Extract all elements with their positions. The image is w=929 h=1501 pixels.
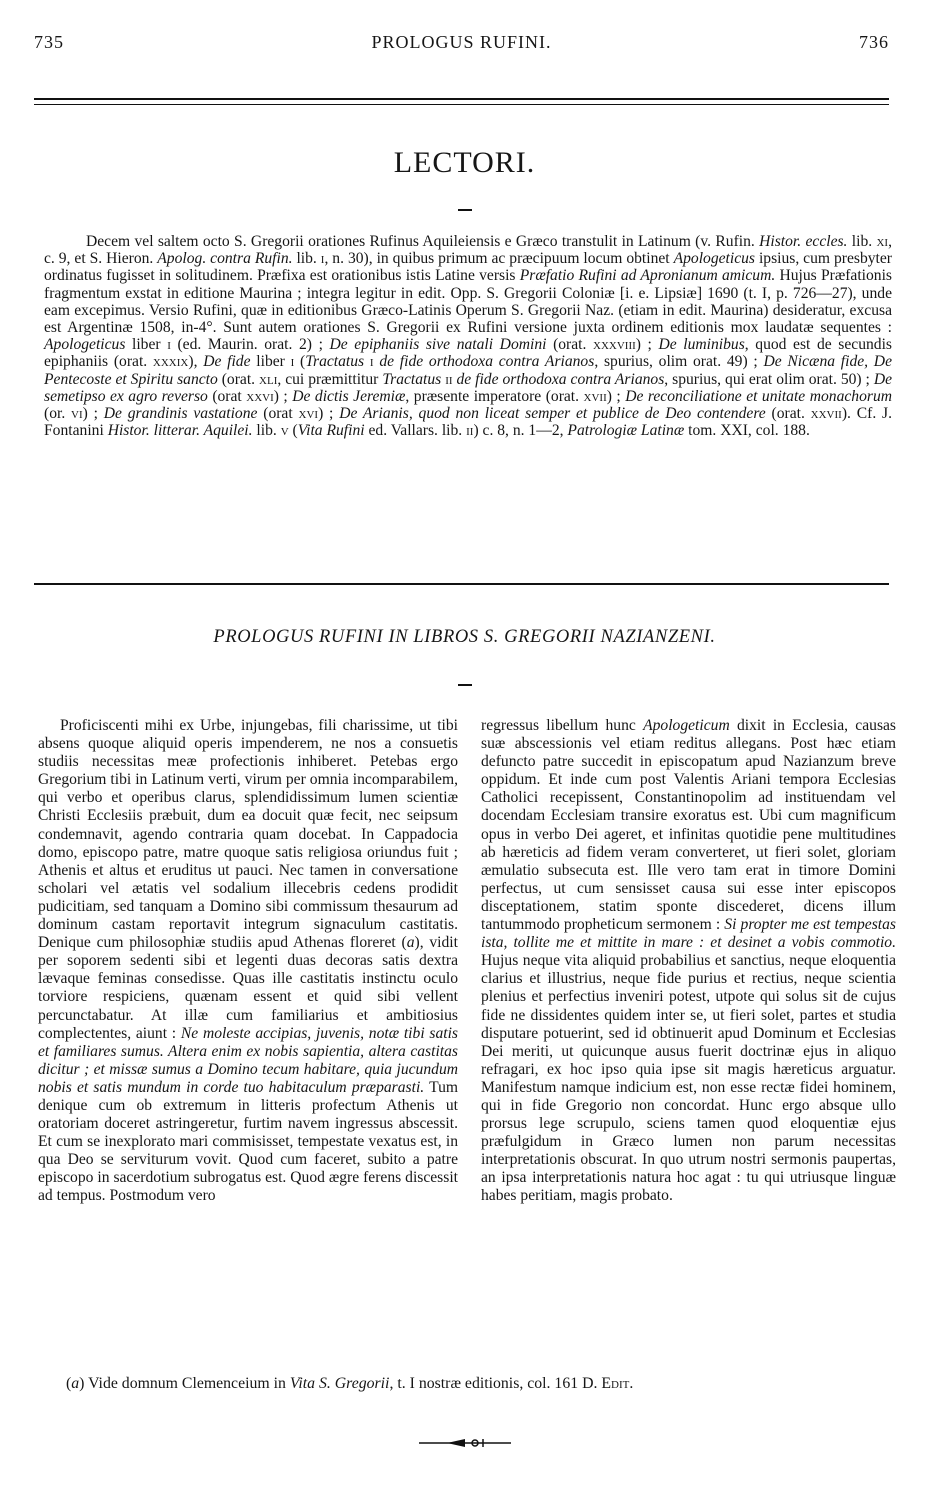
footnote: (a) Vide domnum Clemenceium in Vita S. Gregorii, t. I nostræ editionis, col. 161 D. Edit.: [66, 1375, 634, 1392]
subtitle-dash: [458, 684, 472, 686]
right-page-number: 736: [859, 32, 889, 52]
text-column-right: regressus libellum hunc Apologeticum dixit in Ecclesia, causas suæ abscessionis vel etiam reditus allegans. Post hæc etiam defuncto patre succedit in episcopatum apud Nazianzum breve oppidum. Et inde cum post Valentis Ariani tempora Ecclesias Catholici recepissent, Constantinopolim ad instituendam vel docendam Ecclesiam transire exoratus est. Ubi cum magnificum opus in verbo Dei ageret, et infinitas quotidie pene multitudines ab hæreticis ad fidem veram converteret, ut fieri solet, gloriam æmulatio subsecuta est. Ille vero tam erat in timore Domini perfectus, ut cum sensisset causa sui esse inter episcopos disceptationem, statim sponte discederet, dicens illum tantummodo propheticum sermonem : Si propter me est tempestas ista, tollite me et mittite in mare : et desinet a vobis commotio. Hujus neque vita aliquid probabilius et sanctius, neque eloquentia clarius et illustrius, neque fide purius et rectius, neque scientia plenius et perfectius inveniri potest, utpote qui solus sit de cujus fide ne dissidentes quidem inter se, ut fieri solet, partes et studia disputare potuerint, sed id obtinuerit apud Dominum et Ecclesias Dei meriti, ut quicunque ausus fuerit doctrinæ ejus in aliquo refragari, ex hoc ipso quia ipse sit magis hæreticus arguatur. Manifestum namque indicium est, non esse rectæ fidei hominem, qui in fide Gregorio non concordat. Hunc ergo absque ullo prorsus lege scrupulo, sciens tamen quod eloquentiæ ejus præfulgidum in Græco lumen non parum necessitas interpretationis obscurat. In quo utrum nostri sermonis paupertas, an ipsa interpretationis natura hoc agat : tu qui utriusque linguæ habes peritiam, magis probato.: [481, 717, 897, 1205]
intro-paragraph: Decem vel saltem octo S. Gregorii orationes Rufinus Aquileiensis e Græco transtulit in Latinum (v. Rufin. Histor. eccles. lib. xi, c. 9, et S. Hieron. Apolog. contra Rufin. lib. i, n. 30), in quibus primum ac præcipuum locum obtinet Apologeticus ipsius, cum presbyter ordinatus fugisset in solitudinem. Præfixa est orationibus istis Latine versis Præfatio Rufini ad Apronianum amicum. Hujus Præfationis fragmentum exstat in editione Maurina ; integra legitur in edit. Opp. S. Gregorii Coloniæ [i. e. Lipsiæ] 1690 (t. I, p. 726—27), unde eam excepimus. Versio Rufini, quæ in editionibus Græco-Latinis Operum S. Gregorii Naz. (etiam in edit. Maurina) desideratur, excusa est Argentinæ 1508, in-4°. Sunt autem orationes S. Gregorii ex Rufini versione juxta ordinem editionis mox laudatæ sequentes : Apologeticus liber i (ed. Maurin. orat. 2) ; De epiphaniis sive natali Domini (orat. xxxviii) ; De luminibus, quod est de secundis epiphaniis (orat. xxxix), De fide liber i (Tractatus i de fide orthodoxa contra Arianos, spurius, olim orat. 49) ; De Nicæna fide, De Pentecoste et Spiritu sancto (orat. xli, cui præmittitur Tractatus ii de fide orthodoxa contra Arianos, spurius, qui erat olim orat. 50) ; De semetipso ex agro reverso (orat xxvi) ; De dictis Jeremiæ, præsente imperatore (orat. xvii) ; De reconciliatione et unitate monachorum (or. vi) ; De grandinis vastatione (orat xvi) ; De Arianis, quod non liceat semper et publice de Deo contendere (orat. xxvii). Cf. J. Fontanini Histor. litterar. Aquilei. lib. v (Vita Rufini ed. Vallars. lib. ii) c. 8, n. 1—2, Patrologiæ Latinæ tom. XXI, col. 188.: [44, 233, 893, 440]
end-ornament: [417, 1436, 513, 1450]
running-header: [34, 32, 889, 56]
section-title: LECTORI.: [393, 146, 536, 179]
header-rule: [34, 98, 889, 105]
section-rule: [34, 583, 889, 588]
running-title: PROLOGUS RUFINI.: [371, 32, 552, 52]
title-dash: [458, 209, 472, 211]
text-column-left: Proficiscenti mihi ex Urbe, injungebas, fili charissime, ut tibi absens quoque aliquid operis impenderem, ne nos a consuetis studiis necessitas meæ profectionis inhiberet. Petebas ergo Gregorium tibi in Latinum verti, virum per omnia incomparabilem, qui verbo et operibus clarus, splendidissimum lumen scientiæ Christi Ecclesiis præbuit, dum ea docuit quæ fecit, nec seipsum condemnavit, agendo contraria quam docebat. In Cappadocia domo, episcopo patre, matre quoque satis religiosa oriundus fuit ; Athenis et altus et eruditus ut pauci. Nec tamen in conversatione scholari vel ætatis vel sodalium illecebris cedens prodidit pudicitiam, sed tanquam a Domino sibi commissum thesaurum ad dominum castam reportavit integrum signaculum castitatis. Denique cum philosophiæ studiis apud Athenas floreret (a), vidit per soporem sedenti sibi et legenti duas decoras satis dextra lævaque feminas consedisse. Quas ille castitatis instinctu oculo torviore respiciens, quænam essent et quid sibi vellent percunctabatur. At illæ cum familiarius et ambitiosius complectentes, aiunt : Ne moleste accipias, juvenis, notæ tibi satis et familiares sumus. Altera enim ex nobis sapientia, altera castitas dicitur ; et missæ sumus a Domino tecum habitare, quia jucundum nobis et satis mundum in corde tuo habitaculum præparasti. Tum denique cum ob extremum in litteris profectum Athenis ut oratoriam doceret astringeretur, furtim navem ingressus abscessit. Et cum se inexplorato mari commisisset, tempestate vexatus est, in qua Deo se serviturum vovit. Quod cum faceret, subito a patre episcopo in sacerdotium subrogatus est. Quod ægre ferens discessit ad tempus. Postmodum vero: [38, 717, 458, 1205]
left-page-number: 735: [34, 32, 64, 52]
prologue-title: PROLOGUS RUFINI IN LIBROS S. GREGORII NAZIANZENI.: [213, 627, 716, 647]
